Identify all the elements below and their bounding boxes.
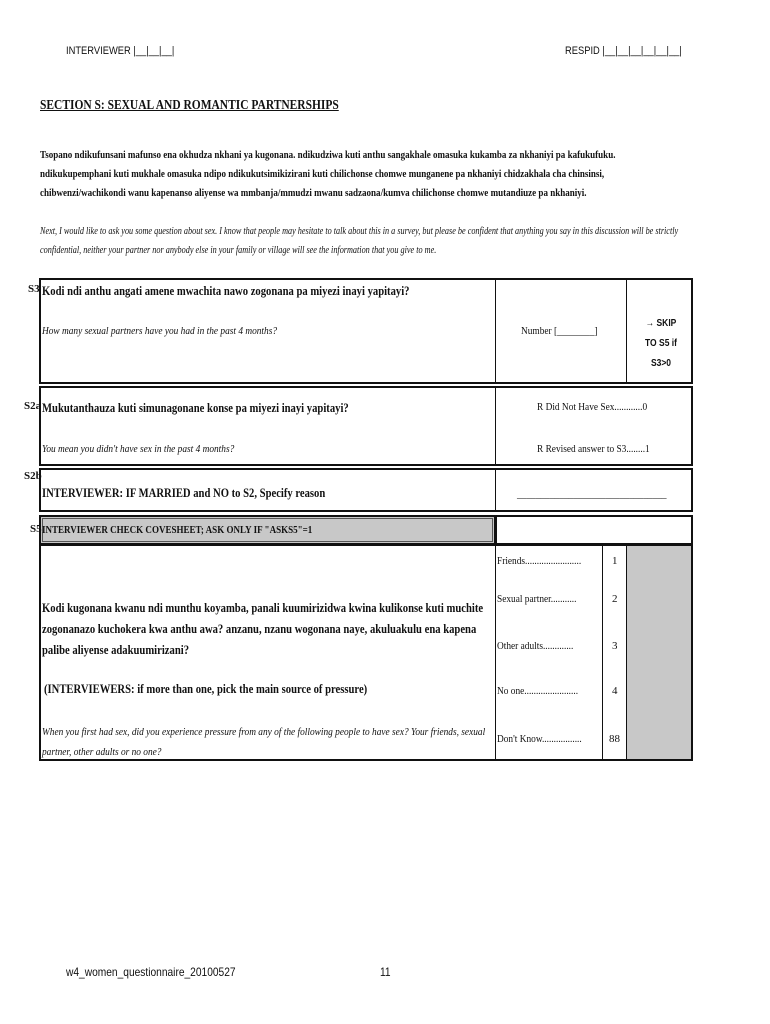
skip-condition: TO S5 if S3>0 (645, 338, 677, 369)
s3-question-text: Kodi ndi anthu angati amene mwachita nawo zogonana pa miyezi inayi yapitayi? (42, 284, 410, 298)
s5-question-english: When you first had sex, did you experience pressure from any of the following people to have sex? Your friends, sexual partner, other adults or no one? (42, 726, 486, 758)
s5-interviewer-check: INTERVIEWER CHECK COVESHEET; ASK ONLY IF "ASKS5"=1 (42, 524, 313, 536)
s2a-option-revised-answer[interactable]: R Revised answer to S3........1 (537, 443, 650, 455)
s2a-question-english: You mean you didn't have sex in the past 4 months? (42, 443, 235, 455)
s3-skip-instruction (635, 314, 688, 374)
intro-chichewa: Tsopano ndikufunsani mafunso ena okhudza nkhani ya kugonana. ndikudziwa kuti anthu sangakhale omasuka kukamba za nkhaniyi pa kafukufuku. ndikukupemphani kuti mukhale omasuka ndipo ndikukutsimikizirani kuti chilichonse chomwe munganene pa nkhaniyi chidzakhala cha chinsinsi, chibwenzi/wachikondi wanu kapenanso aliyense wa mmbanja/mmudzi mwanu sadzaona/kumva chilichonse chomwe mutandiuze pa nkhaniyi. (40, 149, 616, 199)
s5-interviewer-instruction: (INTERVIEWERS: if more than one, pick the main source of pressure) (44, 682, 368, 696)
s3-number-field[interactable]: Number [________] (521, 325, 598, 337)
question-id-s3: S3 (28, 283, 40, 295)
s5-check-response (496, 515, 693, 545)
skip-label: SKIP (656, 318, 677, 329)
s5-code-sexual-partner: 2 (612, 593, 618, 605)
s2a-question-text: Mukutanthauza kuti simunagonane konse pa miyezi inayi yapitayi? (42, 401, 349, 415)
footer-filename: w4_women_questionnaire_20100527 (66, 965, 236, 979)
s5-code-friends: 1 (612, 555, 618, 567)
s5-option-sexual-partner[interactable]: Sexual partner........... (497, 593, 577, 605)
arrow-right-icon: → (645, 318, 655, 329)
s5-option-other-adults[interactable]: Other adults............. (497, 640, 574, 652)
s3-question-english: How many sexual partners have you had in the past 4 months? (42, 325, 278, 337)
s2b-question-text: INTERVIEWER: IF MARRIED and NO to S2, Specify reason (42, 486, 326, 500)
s5-question-text: Kodi kugonana kwanu ndi munthu koyamba, panali kuumirizidwa kwina kulikonse kuti muchite zogonanazo kuchokera kwa anthu awa? anzanu, nzanu wogonana naye, akuluakulu ena kapena palibe aliyense adakuumirizani? (42, 601, 484, 657)
question-id-s5: S5 (30, 523, 42, 535)
s2b-reason-field[interactable]: ________________________________ (517, 488, 667, 500)
s5-option-dont-know[interactable]: Don't Know................. (497, 733, 582, 745)
question-id-s2b: S2b (24, 470, 42, 482)
s5-option-no-one[interactable]: No one....................... (497, 685, 579, 697)
intro-english: Next, I would like to ask you some question about sex. I know that people may hesitate to talk about this in a survey, but please be confident that anything you say in this discussion will be strictly confidential, neither your partner nor anybody else in your family or village will see the information that you give to me. (40, 226, 679, 256)
s5-code-other-adults: 3 (612, 640, 618, 652)
section-title: SECTION S: SEXUAL AND ROMANTIC PARTNERSHIPS (40, 97, 339, 112)
question-id-s2a: S2a (24, 400, 42, 412)
s2a-option-did-not-have-sex[interactable]: R Did Not Have Sex............0 (537, 401, 648, 413)
s5-code-no-one: 4 (612, 685, 618, 697)
s5-option-friends[interactable]: Friends........................ (497, 555, 582, 567)
page-number: 11 (380, 965, 391, 979)
s5-shaded-skip-cell (627, 546, 691, 759)
s5-code-dont-know: 88 (609, 733, 620, 745)
respondent-id-field: RESPID |__|__|__|__|__|__| (565, 45, 682, 57)
interviewer-id-field: INTERVIEWER |__|__|__| (66, 45, 175, 57)
